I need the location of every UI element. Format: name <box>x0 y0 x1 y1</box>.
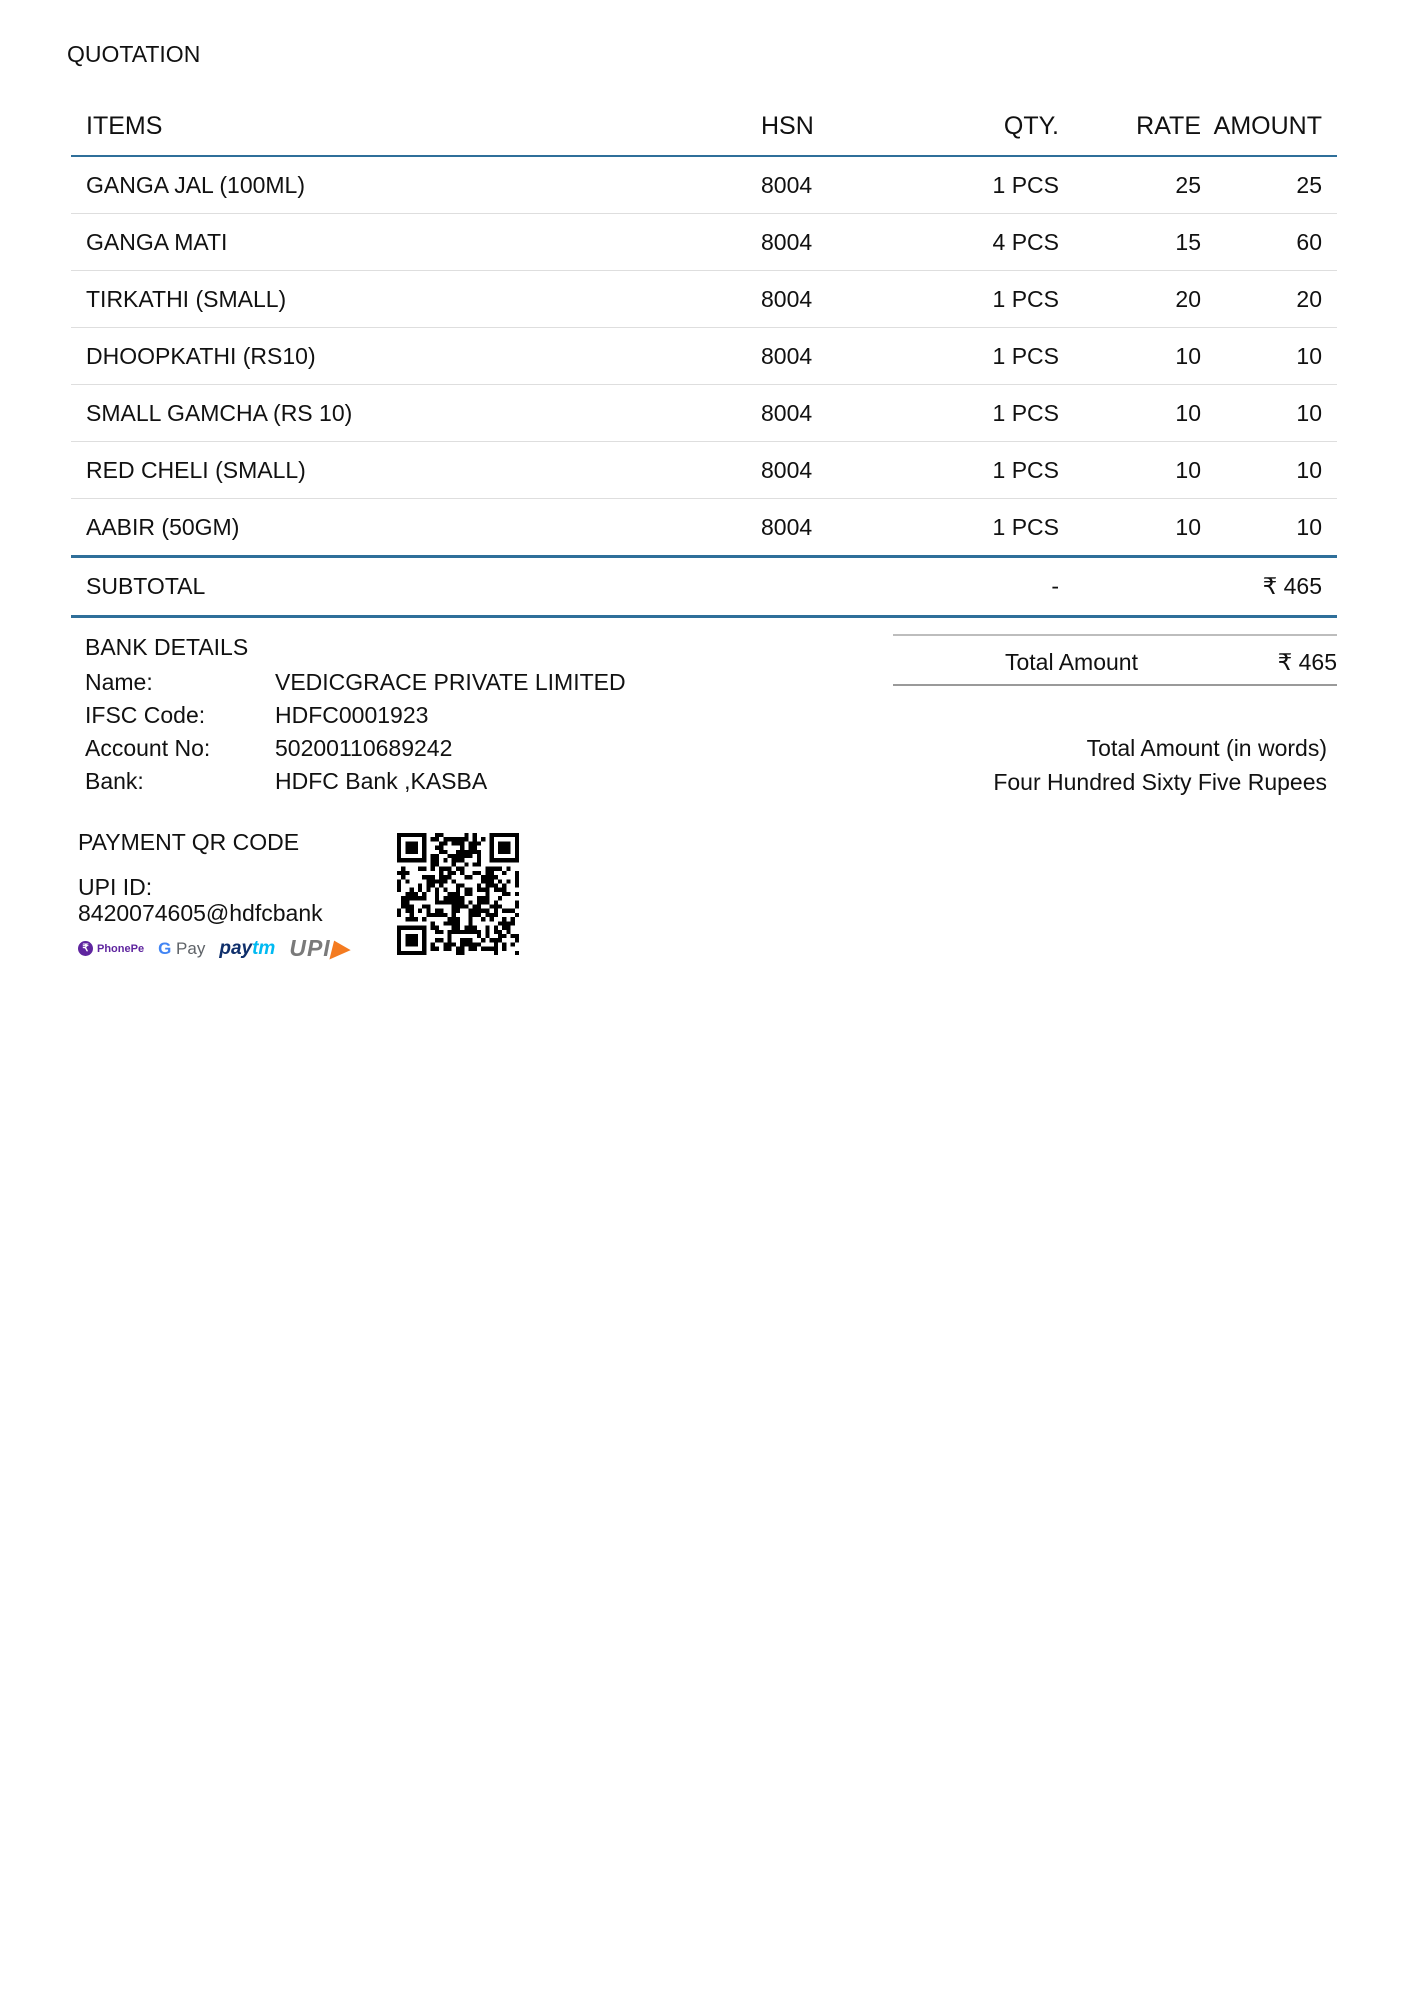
header-rate: RATE <box>1136 111 1201 140</box>
cell-qty: 1 PCS <box>992 456 1059 483</box>
cell-item: AABIR (50GM) <box>86 513 240 540</box>
bank-label: Bank: <box>85 768 144 794</box>
cell-item: DHOOPKATHI (RS10) <box>86 342 316 369</box>
cell-amount: 10 <box>1296 456 1322 483</box>
cell-hsn: 8004 <box>761 285 813 312</box>
table-header <box>71 97 1337 157</box>
subtotal-qty: - <box>1051 573 1059 599</box>
cell-amount: 25 <box>1296 171 1322 198</box>
bank-name-line <box>85 666 626 699</box>
account-label: Account No: <box>85 735 211 761</box>
ifsc-line <box>85 699 626 732</box>
header-qty: QTY. <box>1003 111 1059 140</box>
table-row <box>71 214 1337 271</box>
bank-name-value: VEDICGRACE PRIVATE LIMITED <box>275 669 626 695</box>
total-amount-box <box>893 634 1337 686</box>
total-amount-label: Total Amount <box>1005 649 1138 675</box>
account-value: 50200110689242 <box>275 735 453 761</box>
bank-name-label: Name: <box>85 669 153 695</box>
cell-rate: 10 <box>1175 399 1201 426</box>
table-row <box>71 385 1337 442</box>
cell-qty: 1 PCS <box>992 399 1059 426</box>
cell-amount: 10 <box>1296 513 1322 540</box>
items-table <box>71 97 1337 618</box>
cell-amount: 60 <box>1296 228 1322 255</box>
cell-amount: 10 <box>1296 342 1322 369</box>
header-amount: AMOUNT <box>1213 111 1322 140</box>
header-hsn: HSN <box>761 111 814 140</box>
cell-hsn: 8004 <box>761 228 813 255</box>
phonepe-logo-icon: ₹ PhonePe <box>78 941 144 956</box>
bank-value: HDFC Bank ,KASBA <box>275 768 488 794</box>
ifsc-label: IFSC Code: <box>85 702 206 728</box>
subtotal-row <box>71 558 1337 618</box>
bank-details <box>85 634 626 798</box>
cell-qty: 1 PCS <box>992 342 1059 369</box>
upi-logo-icon: UPI▶ <box>289 935 350 961</box>
amount-in-words <box>993 731 1327 799</box>
table-row <box>71 328 1337 385</box>
cell-qty: 1 PCS <box>992 285 1059 312</box>
bank-line <box>85 765 626 798</box>
cell-hsn: 8004 <box>761 171 813 198</box>
paytm-logo-icon: paytm <box>219 937 276 959</box>
cell-item: TIRKATHI (SMALL) <box>86 285 287 312</box>
google-pay-logo-icon: G Pay <box>158 938 206 958</box>
cell-rate: 25 <box>1175 171 1201 198</box>
cell-rate: 20 <box>1175 285 1201 312</box>
amount-in-words-value: Four Hundred Sixty Five Rupees <box>993 769 1327 795</box>
cell-amount: 20 <box>1296 285 1322 312</box>
cell-qty: 4 PCS <box>992 228 1059 255</box>
table-row <box>71 442 1337 499</box>
cell-item: SMALL GAMCHA (RS 10) <box>86 399 353 426</box>
payment-qr-title: PAYMENT QR CODE <box>78 829 300 855</box>
payment-section <box>78 829 323 926</box>
ifsc-value: HDFC0001923 <box>275 702 429 728</box>
cell-item: GANGA JAL (100ML) <box>86 171 306 198</box>
table-row <box>71 271 1337 328</box>
cell-item: RED CHELI (SMALL) <box>86 456 306 483</box>
upi-id-value: 8420074605@hdfcbank <box>78 900 323 926</box>
table-row <box>71 157 1337 214</box>
subtotal-amount: ₹ 465 <box>1262 573 1322 599</box>
cell-item: GANGA MATI <box>86 228 228 255</box>
cell-rate: 10 <box>1175 342 1201 369</box>
cell-hsn: 8004 <box>761 342 813 369</box>
cell-hsn: 8004 <box>761 456 813 483</box>
upi-id-label: UPI ID: <box>78 874 153 900</box>
account-line <box>85 732 626 765</box>
table-row <box>71 499 1337 558</box>
qr-code-icon <box>397 833 519 955</box>
cell-hsn: 8004 <box>761 399 813 426</box>
bank-details-title: BANK DETAILS <box>85 634 249 660</box>
cell-hsn: 8004 <box>761 513 813 540</box>
payment-logos <box>78 935 349 962</box>
page-title: QUOTATION <box>67 41 201 67</box>
cell-qty: 1 PCS <box>992 171 1059 198</box>
header-items: ITEMS <box>86 111 163 140</box>
amount-in-words-label: Total Amount (in words) <box>1086 735 1327 761</box>
cell-rate: 10 <box>1175 456 1201 483</box>
cell-amount: 10 <box>1296 399 1322 426</box>
subtotal-label: SUBTOTAL <box>86 573 206 599</box>
cell-rate: 15 <box>1175 228 1201 255</box>
cell-qty: 1 PCS <box>992 513 1059 540</box>
total-amount-value: ₹ 465 <box>1277 649 1337 675</box>
cell-rate: 10 <box>1175 513 1201 540</box>
